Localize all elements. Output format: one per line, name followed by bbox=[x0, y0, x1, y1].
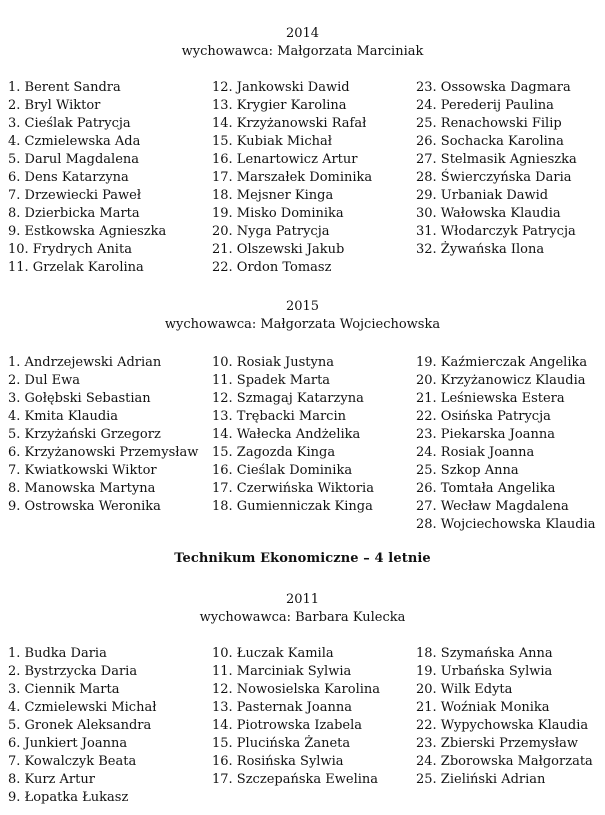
student-entry: 7. Kwiatkowski Wiktor bbox=[8, 463, 157, 478]
student-entry: 3. Ciennik Marta bbox=[8, 682, 120, 697]
student-entry: 12. Jankowski Dawid bbox=[212, 80, 350, 95]
student-entry: 3. Cieślak Patrycja bbox=[8, 116, 131, 131]
class-teacher-2015: wychowawca: Małgorzata Wojciechowska bbox=[164, 317, 441, 332]
student-entry: 18. Mejsner Kinga bbox=[212, 188, 334, 203]
student-entry: 6. Dens Katarzyna bbox=[8, 170, 129, 185]
student-column-1 bbox=[8, 79, 166, 277]
student-entry: 20. Nyga Patrycja bbox=[212, 224, 330, 239]
student-entry: 12. Nowosielska Karolina bbox=[212, 682, 381, 697]
student-entry: 15. Plucińska Żaneta bbox=[212, 736, 351, 751]
student-entry: 4. Czmielewska Ada bbox=[8, 134, 141, 149]
student-entry: 6. Krzyżanowski Przemysław bbox=[8, 445, 199, 460]
student-entry: 8. Dzierbicka Marta bbox=[8, 206, 140, 221]
student-entry: 2. Dul Ewa bbox=[8, 373, 80, 388]
student-entry: 18. Gumienniczak Kinga bbox=[212, 499, 373, 514]
student-entry: 28. Wojciechowska Klaudia bbox=[416, 517, 596, 532]
student-entry: 11. Grzelak Karolina bbox=[8, 260, 144, 275]
student-entry: 20. Wilk Edyta bbox=[416, 682, 513, 697]
student-entry: 14. Krzyżanowski Rafał bbox=[212, 116, 367, 131]
student-column-2 bbox=[212, 354, 374, 516]
student-entry: 4. Czmielewski Michał bbox=[8, 700, 157, 715]
student-entry: 18. Szymańska Anna bbox=[416, 646, 553, 661]
student-entry: 16. Lenartowicz Artur bbox=[212, 152, 358, 167]
student-entry: 7. Kowalczyk Beata bbox=[8, 754, 137, 769]
student-entry: 27. Stelmasik Agnieszka bbox=[416, 152, 577, 167]
student-entry: 8. Manowska Martyna bbox=[8, 481, 156, 496]
student-entry: 16. Rosińska Sylwia bbox=[212, 754, 344, 769]
student-entry: 26. Sochacka Karolina bbox=[416, 134, 564, 149]
student-entry: 10. Frydrych Anita bbox=[8, 242, 132, 257]
class-teacher-2014: wychowawca: Małgorzata Marciniak bbox=[181, 44, 424, 59]
student-entry: 10. Łuczak Kamila bbox=[212, 646, 334, 661]
student-entry: 20. Krzyżanowicz Klaudia bbox=[416, 373, 586, 388]
student-entry: 1. Budka Daria bbox=[8, 646, 107, 661]
student-entry: 14. Wałecka Andżelika bbox=[212, 427, 361, 442]
student-entry: 13. Krygier Karolina bbox=[212, 98, 347, 113]
student-entry: 21. Woźniak Monika bbox=[416, 700, 550, 715]
student-entry: 4. Kmita Klaudia bbox=[8, 409, 119, 424]
student-entry: 13. Trębacki Marcin bbox=[212, 409, 346, 424]
student-entry: 9. Ostrowska Weronika bbox=[8, 499, 161, 514]
school-heading: Technikum Ekonomiczne – 4 letnie bbox=[174, 551, 431, 566]
student-entry: 19. Kaźmierczak Angelika bbox=[416, 355, 588, 370]
student-entry: 25. Szkop Anna bbox=[416, 463, 519, 478]
student-entry: 5. Darul Magdalena bbox=[8, 152, 140, 167]
student-entry: 24. Perederij Paulina bbox=[416, 98, 554, 113]
student-entry: 23. Zbierski Przemysław bbox=[416, 736, 579, 751]
class-year-2015: 2015 bbox=[285, 299, 320, 314]
student-entry: 9. Estkowska Agnieszka bbox=[8, 224, 167, 239]
student-entry: 2. Bystrzycka Daria bbox=[8, 664, 138, 679]
student-entry: 31. Włodarczyk Patrycja bbox=[416, 224, 576, 239]
student-entry: 6. Junkiert Joanna bbox=[8, 736, 128, 751]
class-year-2014: 2014 bbox=[285, 26, 320, 41]
student-entry: 2. Bryl Wiktor bbox=[8, 98, 101, 113]
student-entry: 22. Osińska Patrycja bbox=[416, 409, 551, 424]
student-entry: 13. Pasternak Joanna bbox=[212, 700, 352, 715]
student-entry: 14. Piotrowska Izabela bbox=[212, 718, 363, 733]
student-entry: 5. Krzyżański Grzegorz bbox=[8, 427, 161, 442]
student-entry: 21. Olszewski Jakub bbox=[212, 242, 345, 257]
student-column-2 bbox=[212, 645, 380, 789]
student-entry: 17. Marszałek Dominika bbox=[212, 170, 373, 185]
student-entry: 5. Gronek Aleksandra bbox=[8, 718, 152, 733]
student-column-3 bbox=[416, 79, 577, 259]
student-entry: 25. Zieliński Adrian bbox=[416, 772, 546, 787]
student-entry: 26. Tomtała Angelika bbox=[416, 481, 556, 496]
student-entry: 16. Cieślak Dominika bbox=[212, 463, 353, 478]
student-entry: 1. Berent Sandra bbox=[8, 80, 121, 95]
student-entry: 24. Rosiak Joanna bbox=[416, 445, 535, 460]
student-entry: 17. Czerwińska Wiktoria bbox=[212, 481, 374, 496]
student-entry: 29. Urbaniak Dawid bbox=[416, 188, 549, 203]
student-entry: 9. Łopatka Łukasz bbox=[8, 790, 129, 805]
student-entry: 11. Marciniak Sylwia bbox=[212, 664, 352, 679]
student-entry: 32. Żywańska Ilona bbox=[416, 242, 545, 257]
class-year-2011: 2011 bbox=[285, 592, 320, 607]
student-column-2 bbox=[212, 79, 372, 277]
student-column-3 bbox=[416, 645, 593, 789]
student-entry: 7. Drzewiecki Paweł bbox=[8, 188, 142, 203]
student-entry: 1. Andrzejewski Adrian bbox=[8, 355, 162, 370]
student-entry: 8. Kurz Artur bbox=[8, 772, 95, 787]
student-entry: 27. Wecław Magdalena bbox=[416, 499, 569, 514]
student-column-3 bbox=[416, 354, 596, 534]
student-entry: 30. Wałowska Klaudia bbox=[416, 206, 561, 221]
student-entry: 28. Świerczyńska Daria bbox=[416, 170, 572, 185]
student-column-1 bbox=[8, 354, 198, 516]
student-entry: 23. Piekarska Joanna bbox=[416, 427, 555, 442]
student-entry: 22. Wypychowska Klaudia bbox=[416, 718, 589, 733]
student-entry: 19. Misko Dominika bbox=[212, 206, 344, 221]
student-entry: 23. Ossowska Dagmara bbox=[416, 80, 571, 95]
student-entry: 10. Rosiak Justyna bbox=[212, 355, 334, 370]
student-entry: 25. Renachowski Filip bbox=[416, 116, 562, 131]
student-entry: 15. Zagozda Kinga bbox=[212, 445, 336, 460]
class-teacher-2011: wychowawca: Barbara Kulecka bbox=[199, 610, 406, 625]
student-entry: 12. Szmagaj Katarzyna bbox=[212, 391, 364, 406]
student-entry: 17. Szczepańska Ewelina bbox=[212, 772, 379, 787]
student-entry: 22. Ordon Tomasz bbox=[212, 260, 332, 275]
student-entry: 21. Leśniewska Estera bbox=[416, 391, 565, 406]
student-entry: 15. Kubiak Michał bbox=[212, 134, 332, 149]
student-entry: 19. Urbańska Sylwia bbox=[416, 664, 553, 679]
student-entry: 24. Zborowska Małgorzata bbox=[416, 754, 593, 769]
student-entry: 3. Gołębski Sebastian bbox=[8, 391, 151, 406]
student-entry: 11. Spadek Marta bbox=[212, 373, 331, 388]
student-column-1 bbox=[8, 645, 156, 807]
